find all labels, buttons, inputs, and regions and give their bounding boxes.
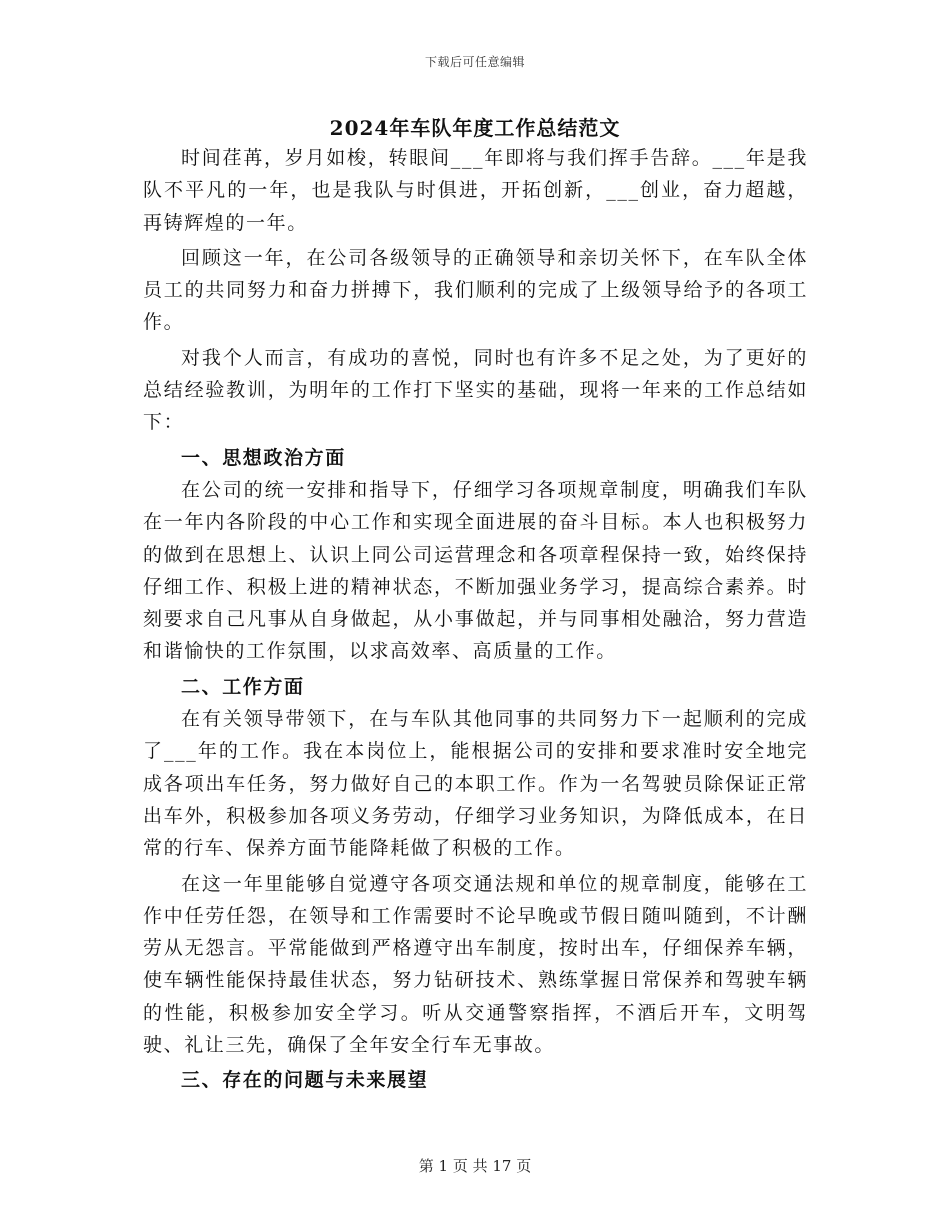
section-heading-ideology: 一、思想政治方面 (181, 446, 346, 469)
document-title: 2024年车队年度工作总结范文 (329, 116, 621, 140)
paragraph-ideology: 在公司的统一安排和指导下，仔细学习各项规章制度，明确我们车队在一年内各阶段的中心工作和实现全面进展的奋斗目标。本人也积极努力的做到在思想上、认识上同公司运营理念和各项章程保持一致，始终保持仔细工作、积极上进的精神状态，不断加强业务学习，提高综合素养。时刻要求自己凡事从自身做起，从小事做起，并与同事相处融洽，努力营造和谐愉快的工作氛围，以求高效率、高质量的工作。 (143, 478, 808, 663)
page-indicator: 第 1 页 共 17 页 (418, 1157, 532, 1175)
section-heading-issues: 三、存在的问题与未来展望 (181, 1069, 429, 1092)
header-note: 下载后可任意编辑 (424, 55, 525, 69)
paragraph-personal: 对我个人而言，有成功的喜悦，同时也有许多不足之处，为了更好的总结经验教训，为明年的工作打下坚实的基础，现将一年来的工作总结如下： (143, 346, 808, 434)
paragraph-review: 回顾这一年，在公司各级领导的正确领导和亲切关怀下，在车队全体员工的共同努力和奋力拼搏下，我们顺利的完成了上级领导给予的各项工作。 (143, 246, 808, 334)
section-heading-work: 二、工作方面 (181, 675, 305, 698)
paragraph-work: 在有关领导带领下，在与车队其他同事的共同努力下一起顺利的完成了___年的工作。我在本岗位上，能根据公司的安排和要求准时安全地完成各项出车任务，努力做好自己的本职工作。作为一名驾驶员除保证正常出车外，积极参加各项义务劳动，仔细学习业务知识，为降低成本，在日常的行车、保养方面节能降耗做了积极的工作。 (143, 708, 808, 860)
document-body (143, 142, 808, 1097)
paragraph-intro: 时间荏苒，岁月如梭，转眼间___年即将与我们挥手告辞。___年是我队不平凡的一年，也是我队与时俱进，开拓创新，___创业，奋力超越，再铸辉煌的一年。 (143, 147, 808, 234)
paragraph-discipline: 在这一年里能够自觉遵守各项交通法规和单位的规章制度，能够在工作中任劳任怨，在领导和工作需要时不论早晚或节假日随叫随到，不计酬劳从无怨言。平常能做到严格遵守出车制度，按时出车，仔细保养车辆，使车辆性能保持最佳状态，努力钻研技术、熟练掌握日常保养和驾驶车辆的性能，积极参加安全学习。听从交通警察指挥，不酒后开车，文明驾驶、礼让三先，确保了全年安全行车无事故。 (143, 872, 808, 1057)
